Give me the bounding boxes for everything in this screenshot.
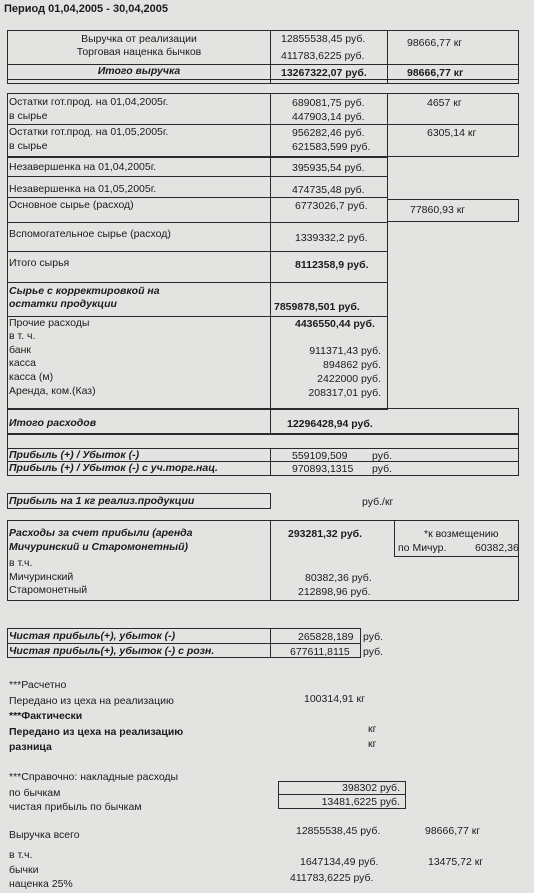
divider <box>270 93 271 157</box>
stock-2-kg: 6305,14 кг <box>427 127 477 139</box>
reference-net-label: чистая прибыль по бычкам <box>9 801 142 813</box>
divider <box>7 176 388 177</box>
divider <box>7 124 519 125</box>
wip-1-label: Незавершенка на 01,04,2005г. <box>9 161 157 173</box>
reference-bulls-label: по бычкам <box>9 787 61 799</box>
net-profit-retail-value: 677611,8115 <box>290 646 350 658</box>
raw-adjusted-label-2: остатки продукции <box>9 298 117 310</box>
net-profit-unit: руб. <box>363 631 384 643</box>
total-revenue-ref-rub: 12855538,45 руб. <box>296 825 381 837</box>
divider <box>387 93 388 157</box>
divider <box>7 251 388 252</box>
total-revenue-ref-kg: 98666,77 кг <box>425 825 481 837</box>
markup-rub: 411783,6225 руб. <box>281 50 365 62</box>
stock-2-label: Остатки гот.прод. на 01,05,2005г. <box>9 126 169 138</box>
profit-value: 559109,509 <box>292 450 348 462</box>
staromonetny-label: Старомонетный <box>9 584 88 596</box>
markup-label: Торговая наценка бычков <box>76 46 202 58</box>
other-expenses-label: Прочие расходы <box>9 317 90 329</box>
other-item-label: банк <box>9 344 32 356</box>
sales-rub: 12855538,45 руб. <box>281 33 366 45</box>
net-profit-value: 265828,189 <box>298 631 354 643</box>
aux-raw-label: Вспомогательное сырье (расход) <box>9 228 171 240</box>
other-item-label: касса <box>9 357 37 369</box>
profit-per-kg-label: Прибыль на 1 кг реализ.продукции <box>9 495 195 507</box>
raw-total-label: Итого сырья <box>9 257 70 269</box>
stock-1-kg: 4657 кг <box>427 97 462 109</box>
period-title: Период 01,04,2005 - 30,04,2005 <box>4 3 169 15</box>
markup-25-label: наценка 25% <box>9 878 73 890</box>
net-profit-retail-unit: руб. <box>363 646 384 658</box>
divider <box>270 448 271 476</box>
difference-unit: кг <box>368 738 377 750</box>
net-profit-retail-label: Чистая прибыль(+), убыток (-) с розн. <box>9 645 215 657</box>
main-raw-kg: 77860,93 кг <box>410 204 466 216</box>
net-profit-label: Чистая прибыль(+), убыток (-) <box>9 630 176 642</box>
total-revenue-label: Итого выручка <box>97 65 181 77</box>
stock-2-raw-rub: 621583,599 руб. <box>292 141 371 153</box>
reference-title: ***Справочно: накладные расходы <box>9 771 179 783</box>
profit-markup-unit: руб. <box>372 463 393 475</box>
reimbursement-value: 60382,36 <box>475 542 519 554</box>
sales-label: Выручка от реализации <box>81 33 197 45</box>
divider <box>270 520 271 601</box>
divider <box>394 520 395 556</box>
expenses-total-label: Итого расходов <box>9 417 97 429</box>
wip-2-label: Незавершенка на 01,05,2005г. <box>9 183 157 195</box>
main-raw-label: Основное сырье (расход) <box>9 199 134 211</box>
divider <box>7 197 388 198</box>
profit-markup-label: Прибыль (+) / Убыток (-) с уч.торг.нац. <box>9 462 218 474</box>
wip-2-rub: 474735,48 руб. <box>292 184 365 196</box>
bulls-label: бычки <box>9 864 39 876</box>
divider <box>270 157 271 410</box>
stock-1-label: Остатки гот.прод. на 01,04,2005г. <box>9 96 169 108</box>
bulls-rub: 1647134,49 руб. <box>300 856 379 868</box>
total-revenue-ref-label: Выручка всего <box>9 829 80 841</box>
calculated-label: ***Расчетно <box>9 679 67 691</box>
michurinsky-value: 80382,36 руб. <box>305 572 372 584</box>
divider <box>7 282 388 283</box>
difference-label: разница <box>9 741 52 753</box>
staromonetny-value: 212898,96 руб. <box>298 586 371 598</box>
aux-raw-rub: 1339332,2 руб. <box>295 232 368 244</box>
stock-2-raw-label: в сырье <box>9 140 48 152</box>
main-raw-rub: 6773026,7 руб. <box>295 200 368 212</box>
divider <box>7 222 388 223</box>
sales-kg: 98666,77 кг <box>407 37 463 49</box>
stock-2-rub: 956282,46 руб. <box>292 127 365 139</box>
reference-net-value: 13481,6225 руб. <box>321 796 400 808</box>
divider <box>394 556 519 557</box>
other-item-label: Аренда, ком.(Каз) <box>9 385 96 397</box>
divider <box>7 79 519 80</box>
calculated-value: 100314,91 кг <box>304 693 365 705</box>
bulls-kg: 13475,72 кг <box>428 856 484 868</box>
markup-25-rub: 411783,6225 руб. <box>290 872 374 884</box>
reimbursement-note: *к возмещению <box>424 528 499 540</box>
raw-adjusted-rub: 7859878,501 руб. <box>274 301 360 313</box>
other-item-value: 894862 руб. <box>323 359 381 371</box>
profit-label: Прибыль (+) / Убыток (-) <box>9 449 140 461</box>
raw-adjusted-label-1: Сырье с корректировкой на <box>9 285 160 297</box>
reference-bulls-value: 398302 руб. <box>342 782 400 794</box>
other-incl-label: в т. ч. <box>9 330 36 342</box>
reimbursement-label: по Мичур. <box>398 542 447 554</box>
divider <box>270 408 271 434</box>
actual-unit: кг <box>368 723 377 735</box>
divider <box>270 628 271 658</box>
stock-1-raw-label: в сырье <box>9 110 48 122</box>
other-item-label: касса (м) <box>9 371 54 383</box>
other-item-value: 208317,01 руб. <box>308 387 381 399</box>
divider <box>7 643 361 644</box>
calculated-line: Передано из цеха на реализацию <box>9 695 174 707</box>
other-expenses-rub: 4436550,44 руб. <box>295 318 375 330</box>
michurinsky-label: Мичуринский <box>9 571 74 583</box>
total-revenue-rub: 13267322,07 руб. <box>281 67 367 79</box>
stock-1-rub: 689081,75 руб. <box>292 97 365 109</box>
divider <box>270 30 271 84</box>
divider <box>387 30 388 84</box>
profit-per-kg-unit: руб./кг <box>362 496 394 508</box>
divider <box>278 794 406 795</box>
expenses-total-rub: 12296428,94 руб. <box>287 418 373 430</box>
stock-1-raw-rub: 447903,14 руб. <box>292 111 365 123</box>
actual-line: Передано из цеха на реализацию <box>9 726 184 738</box>
other-item-value: 2422000 руб. <box>317 373 381 385</box>
wip-1-rub: 395935,54 руб. <box>292 162 365 174</box>
actual-label: ***Фактически <box>9 710 83 722</box>
other-item-value: 911371,43 руб. <box>309 345 381 357</box>
profit-expenses-incl: в т.ч. <box>9 557 33 569</box>
profit-markup-value: 970893,1315 <box>292 463 354 475</box>
profit-expenses-label-2: Мичуринский и Старомонетный) <box>9 541 189 553</box>
profit-unit: руб. <box>372 450 393 462</box>
profit-expenses-value: 293281,32 руб. <box>288 528 363 540</box>
raw-total-rub: 8112358,9 руб. <box>295 259 369 271</box>
reference-incl: в т.ч. <box>9 849 33 861</box>
total-revenue-kg: 98666,77 кг <box>407 67 464 79</box>
profit-expenses-label-1: Расходы за счет прибыли (аренда <box>9 527 193 539</box>
